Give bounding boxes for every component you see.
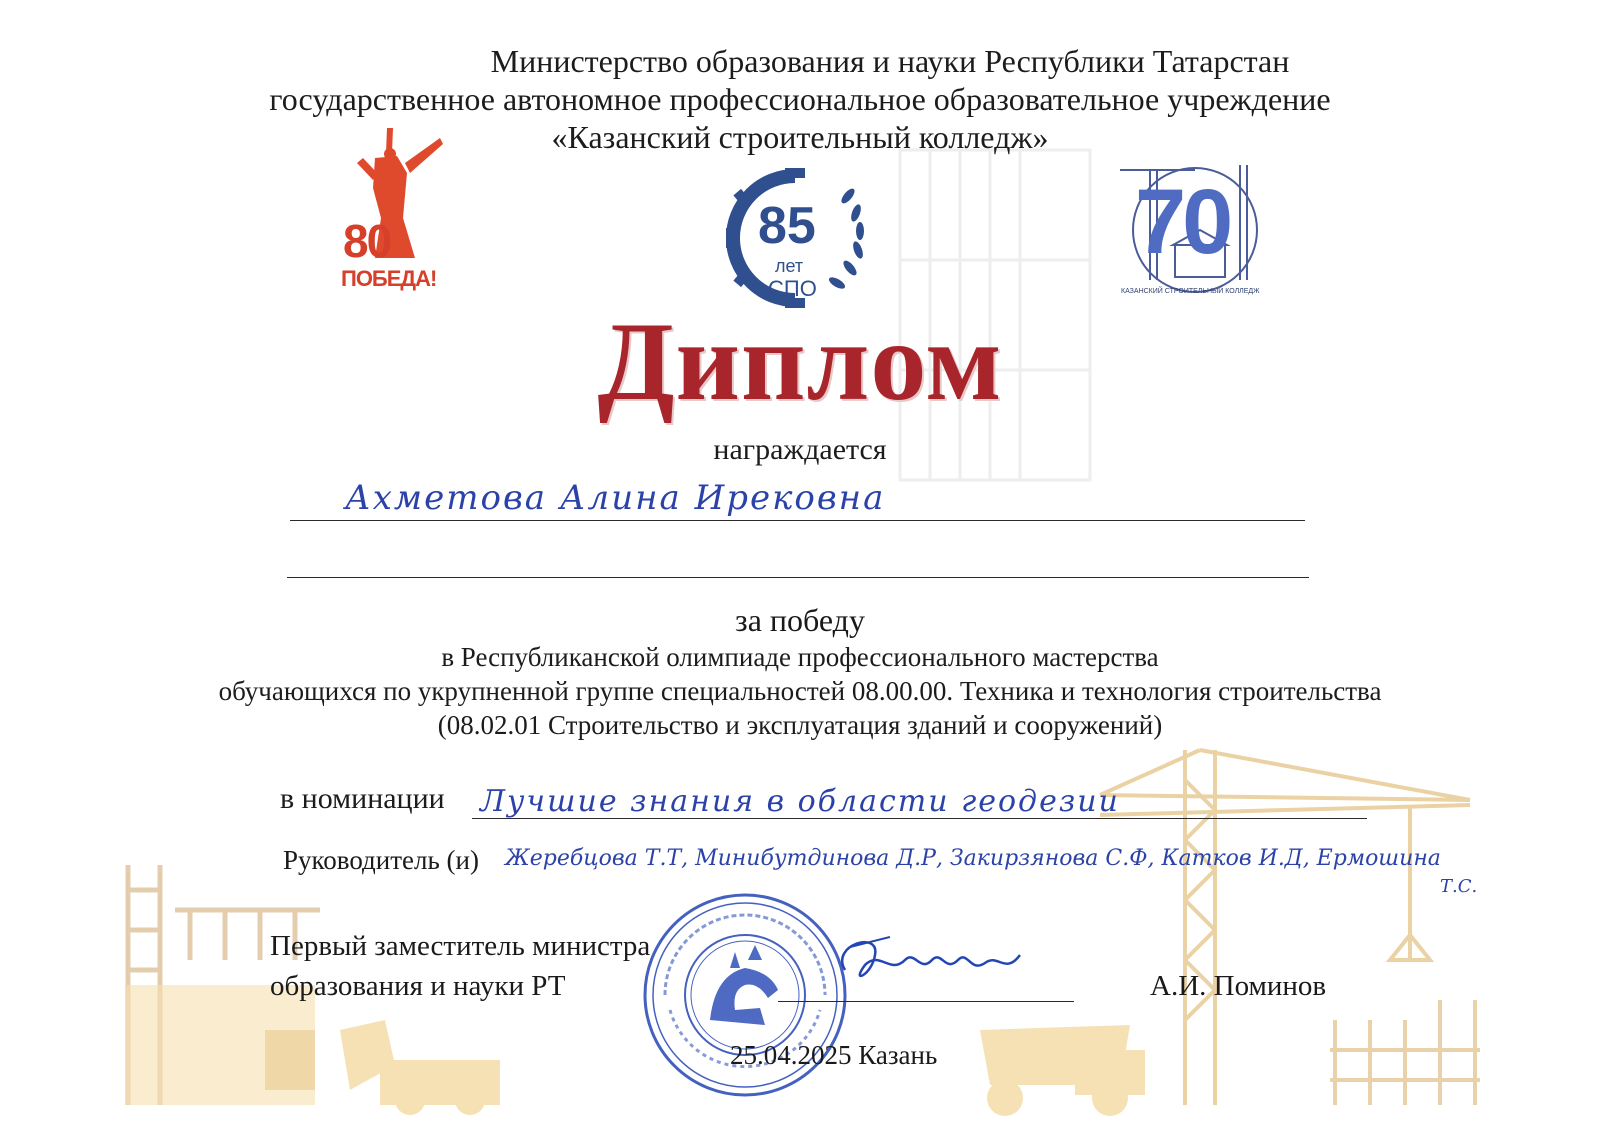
victory-caption: ПОБЕДА! (341, 266, 437, 291)
olympiad-name: в Республиканской олимпиаде профессионального мастерства (441, 642, 1159, 672)
spo-caption: СПО (768, 276, 817, 301)
awarded-label: награждается (713, 433, 887, 466)
recipient-line-2 (287, 577, 1309, 578)
supervisors-value: Жеребцова Т.Т, Минибутдинова Д.Р, Закирзянова С.Ф, Катков И.Д, Ермошина (505, 846, 1441, 871)
victory-80-logo (335, 118, 450, 298)
supervisors-label: Руководитель (и) (283, 845, 479, 875)
signatory-name: А.И. Поминов (1150, 970, 1327, 1002)
signatory-title-line1: Первый заместитель министра (270, 930, 651, 962)
supervisors-value-cont: Т.С. (1440, 876, 1478, 897)
nomination-value: Лучшие знания в области геодезии (480, 784, 1120, 819)
handwritten-signature (820, 925, 1040, 1005)
spo-years: лет (775, 256, 804, 276)
diploma-title: Диплом (597, 300, 1003, 424)
specialty-code: (08.02.01 Строительство и эксплуатация зданий и сооружений) (437, 710, 1163, 740)
reason-heading: за победу (735, 602, 865, 638)
recipient-name: Ахметова Алина Ирековна (345, 478, 886, 518)
college-number: 70 (1135, 171, 1230, 273)
college-70-logo (1115, 160, 1275, 300)
victory-number: 80 (343, 215, 391, 267)
institution-type: государственное автономное профессиональное образовательное учреждение (269, 81, 1331, 117)
recipient-line (290, 520, 1305, 521)
signature-line (778, 1001, 1074, 1002)
nomination-line (472, 818, 1367, 819)
nomination-label: в номинации (280, 782, 445, 815)
spo-85-logo (720, 168, 870, 308)
spo-number: 85 (758, 197, 816, 255)
signatory-title-line2: образования и науки РТ (270, 970, 566, 1002)
specialty-group: обучающихся по укрупненной группе специальностей 08.00.00. Техника и технология строительства (218, 676, 1382, 706)
ministry-name: Министерство образования и науки Республики Татарстан (490, 43, 1290, 79)
date-place: 25.04.2025 Казань (730, 1040, 938, 1070)
college-name: «Казанский строительный колледж» (551, 119, 1049, 155)
college-caption: КАЗАНСКИЙ СТРОИТЕЛЬНЫЙ КОЛЛЕДЖ (1121, 288, 1260, 295)
